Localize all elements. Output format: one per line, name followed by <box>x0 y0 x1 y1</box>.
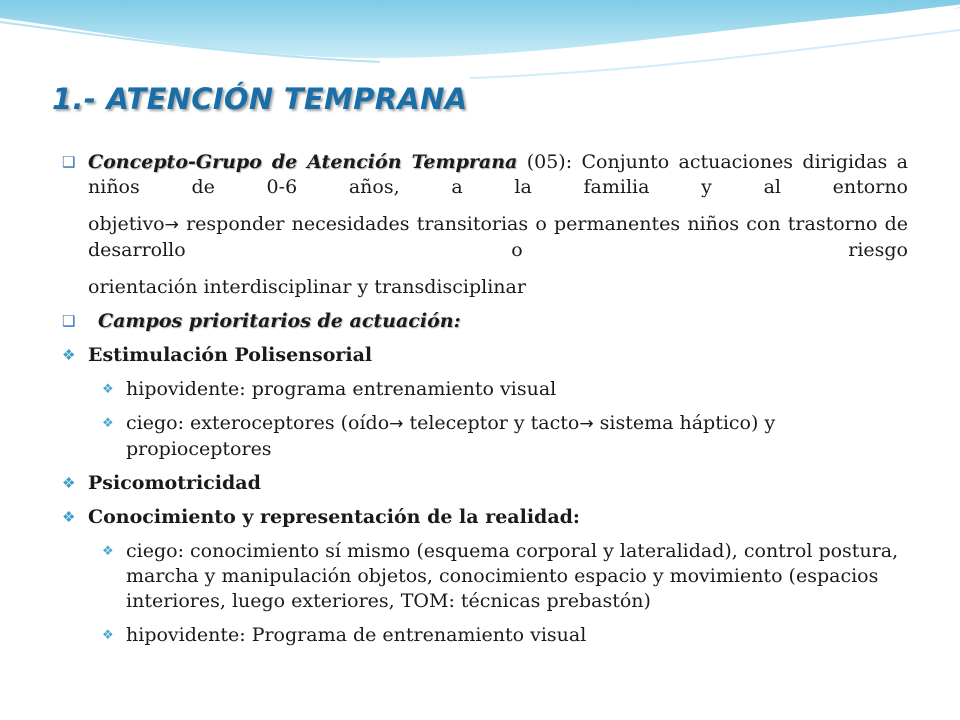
campos-item <box>62 309 908 334</box>
arrow-right-icon: → <box>164 215 179 235</box>
concepto-label: Concepto-Grupo de Atención Temprana <box>88 151 518 173</box>
concepto-text: Conjunto actuaciones dirigidas a niños de 0-6 años, a la familia y al entorno <box>88 151 908 198</box>
orientacion-text: orientación interdisciplinar y transdisciplinar <box>88 276 526 298</box>
diamond-bullet-icon: ❖ <box>62 508 76 526</box>
concepto-ref: (05): <box>526 151 573 173</box>
diamond-bullet-icon: ❖ <box>62 346 76 364</box>
conocimiento-label: Conocimiento y representación de la realidad: <box>88 506 580 528</box>
campos-label: Campos prioritarios de actuación: <box>98 310 461 332</box>
orientacion-item <box>62 275 908 300</box>
hipovidente-item-2 <box>62 623 908 648</box>
ciego-text-1b: teleceptor y tacto <box>409 412 580 434</box>
checkbox-bullet-icon: ❑ <box>62 312 76 330</box>
psicomotricidad-label: Psicomotricidad <box>88 472 261 494</box>
arrow-right-icon: → <box>579 414 594 434</box>
estimulacion-item <box>62 343 908 368</box>
slide-content <box>62 150 908 648</box>
checkbox-bullet-icon: ❑ <box>62 153 76 171</box>
objetivo-item <box>62 212 908 263</box>
diamond-bullet-icon: ❖ <box>102 382 114 397</box>
objetivo-text: responder necesidades transitorias o permanentes niños con trastorno de desarrollo o riesgo <box>88 213 908 261</box>
ciego-text-1c: sistema háptico) y propioceptores <box>126 412 776 460</box>
diamond-bullet-icon: ❖ <box>102 628 114 643</box>
diamond-bullet-icon: ❖ <box>62 474 76 492</box>
objetivo-label: objetivo <box>88 213 165 235</box>
psicomotricidad-item <box>62 471 908 496</box>
hipovidente-item-1 <box>62 377 908 402</box>
ciego-text-1a: ciego: exteroceptores (oído <box>126 412 390 434</box>
ciego-item-1 <box>62 411 908 462</box>
conocimiento-item <box>62 505 908 530</box>
concepto-item <box>62 150 908 200</box>
arrow-right-icon: → <box>389 414 404 434</box>
diamond-bullet-icon: ❖ <box>102 416 114 431</box>
hipovidente-text-1: hipovidente: programa entrenamiento visual <box>126 378 557 400</box>
header-wave-decoration <box>0 0 960 90</box>
ciego-item-2 <box>62 539 908 614</box>
hipovidente-text-2: hipovidente: Programa de entrenamiento visual <box>126 624 587 646</box>
estimulacion-label: Estimulación Polisensorial <box>88 344 373 366</box>
diamond-bullet-icon: ❖ <box>102 544 114 559</box>
ciego-text-2: ciego: conocimiento sí mismo (esquema corporal y lateralidad), control postura, marcha y manipulación objetos, conocimiento espacio y movimiento (espacios interiores, luego exteriores, TOM: técnicas prebastón) <box>126 540 899 612</box>
page-title: 1.- ATENCIÓN TEMPRANA <box>52 82 468 116</box>
